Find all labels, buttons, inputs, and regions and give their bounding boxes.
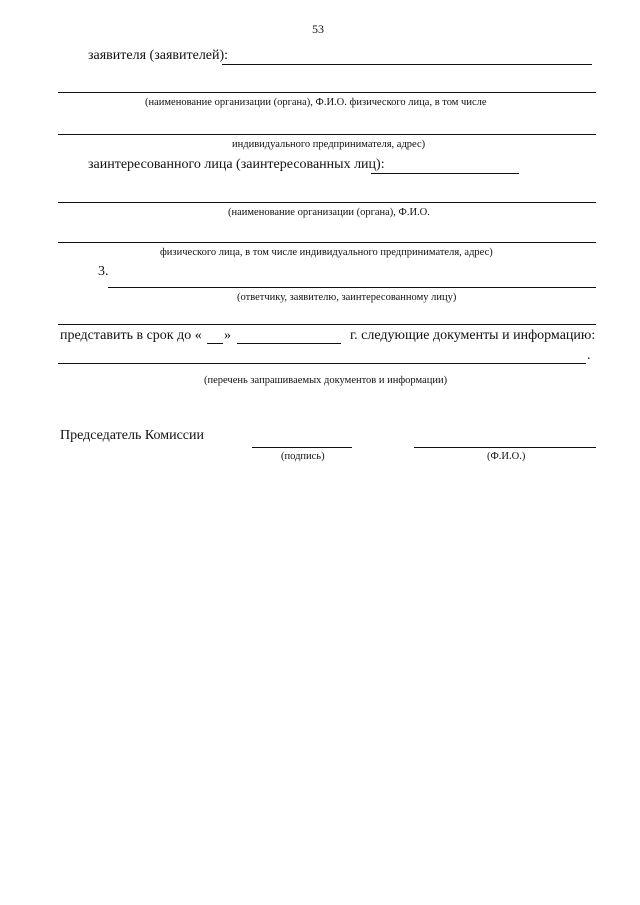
page-number: 53 [312, 22, 324, 36]
deadline-month-blank[interactable] [237, 343, 341, 344]
caption-entrepreneur-address: индивидуального предпринимателя, адрес) [232, 139, 426, 150]
applicant-label: заявителя (заявителей): [88, 48, 229, 63]
applicant-blank-line-2[interactable] [58, 134, 596, 135]
interested-blank-line-1[interactable] [58, 202, 596, 203]
documents-list-line[interactable] [58, 363, 586, 364]
deadline-prefix: представить в срок до « [60, 328, 202, 343]
recipient-fill-line[interactable] [108, 287, 596, 288]
caption-organization-name: (наименование организации (органа), Ф.И.О. физического лица, в том числе [145, 97, 487, 108]
fio-line[interactable] [414, 447, 596, 448]
interested-party-fill-line[interactable] [371, 173, 519, 174]
interested-blank-line-2[interactable] [58, 242, 596, 243]
deadline-day-blank[interactable] [207, 343, 223, 344]
caption-signature: (подпись) [281, 451, 325, 462]
caption-physical-person-address: физического лица, в том числе индивидуального предпринимателя, адрес) [160, 247, 493, 258]
applicant-fill-line[interactable] [222, 64, 592, 65]
applicant-blank-line-1[interactable] [58, 92, 596, 93]
chairman-title: Председатель Комиссии [60, 428, 204, 443]
caption-documents-list: (перечень запрашиваемых документов и информации) [204, 375, 448, 386]
deadline-suffix: г. следующие документы и информацию: [350, 328, 596, 343]
caption-recipient: (ответчику, заявителю, заинтересованному лицу) [237, 292, 457, 303]
item-number-3: 3. [98, 264, 109, 279]
signature-line[interactable] [252, 447, 352, 448]
caption-organization-fio: (наименование организации (органа), Ф.И.О. [228, 207, 430, 218]
deadline-quote-close: » [224, 328, 231, 343]
interested-party-label: заинтересованного лица (заинтересованных лиц): [88, 157, 385, 172]
caption-fio: (Ф.И.О.) [487, 451, 526, 462]
recipient-blank-line[interactable] [58, 324, 596, 325]
documents-list-period: . [587, 348, 591, 363]
